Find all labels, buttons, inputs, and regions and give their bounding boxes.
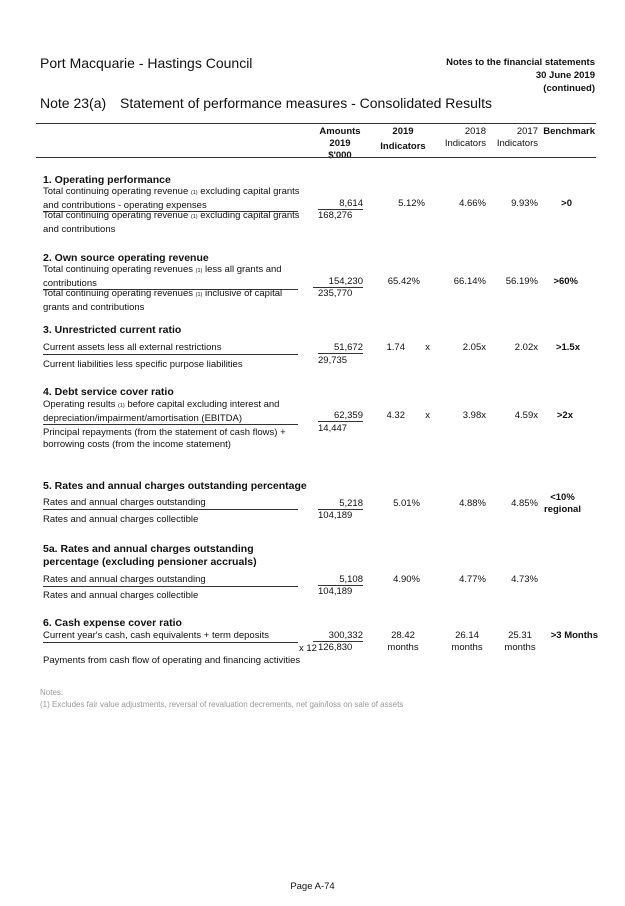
s4-num-sup: (1) bbox=[117, 403, 125, 409]
s6-v2017 bbox=[497, 630, 543, 654]
section-5a-denominator: Rates and annual charges collectible bbox=[43, 590, 199, 601]
s5-benchmark-l2: regional bbox=[544, 504, 581, 515]
s1-num1b: excluding capital grants bbox=[197, 186, 300, 197]
s4-num1b: before capital excluding interest and bbox=[124, 399, 280, 410]
col-benchmark: Benchmark bbox=[543, 126, 595, 137]
s4-v2019: 4.32 bbox=[386, 410, 405, 421]
col-2018-l1: 2018 bbox=[464, 126, 486, 137]
s4-den1: Principal repayments (from the statement of cash flows) + bbox=[43, 427, 286, 438]
s1-den2: and contributions bbox=[43, 223, 116, 235]
section-5-title: 5. Rates and annual charges outstanding percentage bbox=[43, 480, 307, 492]
s3-v2018: 2.05x bbox=[462, 342, 486, 353]
s1-amount-den: 168,276 bbox=[318, 210, 353, 221]
s5-benchmark bbox=[540, 492, 585, 516]
s2-amount-num: 154,230 bbox=[313, 276, 363, 288]
section-2-title: 2. Own source operating revenue bbox=[43, 252, 209, 264]
s2-benchmark: >60% bbox=[553, 276, 578, 287]
s4-v2018: 3.98x bbox=[462, 410, 486, 421]
col-2019-l1: 2019 bbox=[392, 126, 414, 137]
section-4-denominator bbox=[43, 427, 286, 450]
col-amounts-l2: 2019 bbox=[329, 138, 351, 149]
s2-den1b: inclusive of capital bbox=[202, 288, 283, 299]
section-4-title: 4. Debt service cover ratio bbox=[43, 386, 174, 398]
section-3-title: 3. Unrestricted current ratio bbox=[43, 324, 182, 336]
s5a-v2017: 4.73% bbox=[511, 574, 538, 585]
page-number: Page A-74 bbox=[290, 881, 335, 892]
s5-amount-den: 104,189 bbox=[318, 510, 353, 521]
s1-den1: Total continuing operating revenue bbox=[43, 210, 191, 221]
s5-v2017: 4.85% bbox=[511, 498, 538, 509]
s5a-amount-den: 104,189 bbox=[318, 586, 353, 597]
s2-num1: Total continuing operating revenues bbox=[43, 264, 196, 275]
s3-x: x bbox=[425, 342, 430, 353]
s2-v2018: 66.14% bbox=[453, 276, 486, 287]
section-6-numerator: Current year's cash, cash equivalents + term deposits bbox=[43, 630, 298, 643]
s2-den1: Total continuing operating revenues bbox=[43, 288, 196, 299]
s6-v2019 bbox=[378, 630, 428, 654]
s6-multiplier: x 12 bbox=[299, 643, 317, 654]
s4-num1: Operating results bbox=[43, 399, 118, 410]
header-notes-title: Notes to the financial statements bbox=[446, 57, 595, 68]
col-amounts-l1: Amounts bbox=[319, 126, 361, 137]
s2-num2: contributions bbox=[43, 277, 97, 289]
header-right bbox=[446, 56, 595, 95]
section-2-numerator bbox=[43, 264, 298, 290]
section-6-denominator: Payments from cash flow of operating and financing activities bbox=[43, 655, 301, 666]
s2-amount-den: 235,770 bbox=[318, 288, 353, 299]
s1-den-sup: (1) bbox=[190, 214, 198, 220]
s1-den1b: excluding capital grants bbox=[197, 210, 300, 221]
s1-num-sup: (1) bbox=[190, 190, 198, 196]
s3-amount-num: 51,672 bbox=[318, 342, 363, 354]
s5a-amount-num: 5,108 bbox=[318, 574, 363, 586]
section-1-numerator bbox=[43, 186, 298, 212]
s4-amount-num: 62,359 bbox=[318, 410, 363, 422]
s6-v2017-val: 25.31 bbox=[508, 630, 532, 641]
section-5a-numerator: Rates and annual charges outstanding bbox=[43, 574, 298, 587]
s1-num1: Total continuing operating revenue bbox=[43, 186, 191, 197]
s5a-title-l1: 5a. Rates and annual charges outstanding bbox=[43, 543, 254, 555]
s6-benchmark: >3 Months bbox=[550, 630, 598, 641]
section-2-denominator bbox=[43, 288, 282, 313]
section-3-denominator: Current liabilities less specific purpose liabilities bbox=[43, 359, 243, 370]
s5-v2018: 4.88% bbox=[459, 498, 486, 509]
s1-v2019: 5.12% bbox=[398, 198, 425, 209]
notes-line1: (1) Excludes fair value adjustments, reversal of revaluation decrements, net gain/loss on sale of assets bbox=[40, 700, 404, 709]
col-2017 bbox=[492, 126, 538, 150]
header-date: 30 June 2019 bbox=[535, 70, 595, 81]
s1-num2: and contributions - operating expenses bbox=[43, 199, 207, 211]
s2-v2017: 56.19% bbox=[505, 276, 538, 287]
s5-amount-num: 5,218 bbox=[318, 498, 363, 510]
s3-benchmark: >1.5x bbox=[555, 342, 580, 353]
s2-den2: grants and contributions bbox=[43, 301, 145, 313]
s6-amount-num: 300,332 bbox=[313, 630, 363, 642]
col-2018-l2: Indicators bbox=[444, 138, 486, 149]
s6-v2018 bbox=[444, 630, 490, 654]
section-5-denominator: Rates and annual charges collectible bbox=[43, 514, 199, 525]
col-2017-l2: Indicators bbox=[496, 138, 538, 149]
s6-amount-den: 126,830 bbox=[318, 642, 353, 653]
col-2019 bbox=[378, 126, 428, 153]
s4-den2: borrowing costs (from the income statement) bbox=[43, 438, 231, 450]
table-top-rule bbox=[36, 123, 596, 124]
section-1-title: 1. Operating performance bbox=[43, 174, 171, 186]
council-name: Port Macquarie - Hastings Council bbox=[40, 55, 253, 71]
section-3-numerator: Current assets less all external restrictions bbox=[43, 342, 298, 355]
s2-num-sup: (1) bbox=[195, 268, 203, 274]
s1-benchmark: >0 bbox=[561, 198, 572, 209]
s5a-title-l2: percentage (excluding pensioner accruals) bbox=[43, 556, 257, 568]
col-2018 bbox=[440, 126, 486, 150]
section-5a-title bbox=[43, 543, 257, 569]
s5a-v2019: 4.90% bbox=[393, 574, 420, 585]
s2-den-sup: (1) bbox=[195, 292, 203, 298]
s3-v2017: 2.02x bbox=[514, 342, 538, 353]
s4-num2: depreciation/impairment/amortisation (EBITDA) bbox=[43, 412, 243, 424]
s3-amount-den: 29,735 bbox=[318, 355, 348, 366]
s6-v2017-unit: months bbox=[504, 642, 536, 653]
s4-v2017: 4.59x bbox=[514, 410, 538, 421]
s2-num1b: less all grants and bbox=[202, 264, 282, 275]
s2-v2019: 65.42% bbox=[387, 276, 420, 287]
s1-v2018: 4.66% bbox=[459, 198, 486, 209]
section-5-numerator: Rates and annual charges outstanding bbox=[43, 497, 298, 510]
note-title: Statement of performance measures - Consolidated Results bbox=[120, 95, 492, 111]
s5a-v2018: 4.77% bbox=[459, 574, 486, 585]
s4-amount-den: 14,447 bbox=[318, 423, 348, 434]
col-2019-l2: Indicators bbox=[380, 141, 426, 152]
section-6-title: 6. Cash expense cover ratio bbox=[43, 617, 182, 629]
s5-benchmark-l1: <10% bbox=[550, 492, 575, 503]
col-2017-l1: 2017 bbox=[516, 126, 538, 137]
s6-v2019-unit: months bbox=[387, 642, 419, 653]
s4-x: x bbox=[425, 410, 430, 421]
notes-heading: Notes: bbox=[40, 688, 64, 697]
s3-v2019: 1.74 bbox=[386, 342, 405, 353]
section-1-denominator bbox=[43, 210, 300, 235]
section-4-numerator bbox=[43, 399, 298, 425]
s1-amount-num: 8,614 bbox=[318, 198, 363, 210]
table-header-rule bbox=[36, 157, 596, 158]
s6-v2018-val: 26.14 bbox=[455, 630, 479, 641]
s5-v2019: 5.01% bbox=[393, 498, 420, 509]
header-continued: (continued) bbox=[543, 83, 595, 94]
note-number: Note 23(a) bbox=[40, 95, 107, 111]
s1-v2017: 9.93% bbox=[511, 198, 538, 209]
s6-v2019-val: 28.42 bbox=[391, 630, 415, 641]
s6-v2018-unit: months bbox=[451, 642, 483, 653]
col-amounts-l3: $'000 bbox=[328, 150, 352, 161]
s4-benchmark: >2x bbox=[556, 410, 573, 421]
